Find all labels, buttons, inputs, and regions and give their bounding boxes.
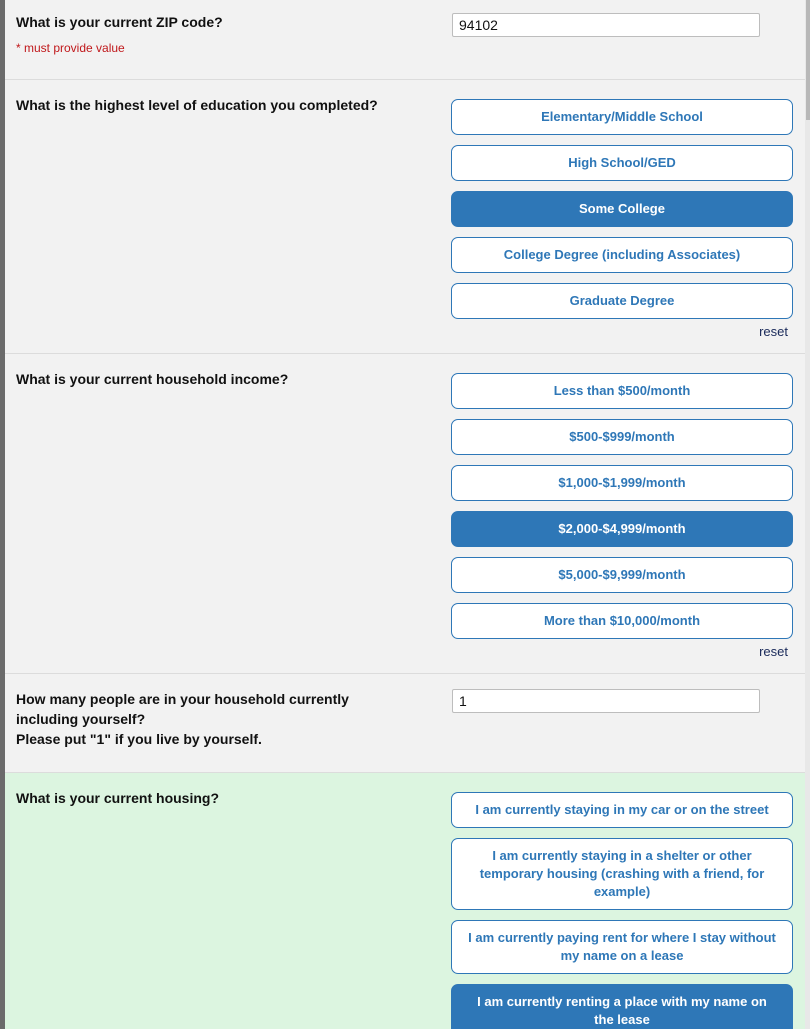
income-option-5000-9999[interactable]: $5,000-$9,999/month: [451, 557, 793, 593]
education-question: What is the highest level of education you completed?: [16, 97, 378, 113]
housing-section: [5, 773, 805, 1029]
income-option-1000-1999[interactable]: $1,000-$1,999/month: [451, 465, 793, 501]
education-option-elementary[interactable]: Elementary/Middle School: [451, 99, 793, 135]
income-question: What is your current household income?: [16, 371, 289, 387]
scrollbar-thumb[interactable]: [806, 0, 810, 120]
income-option-less-500[interactable]: Less than $500/month: [451, 373, 793, 409]
income-option-500-999[interactable]: $500-$999/month: [451, 419, 793, 455]
education-reset-link[interactable]: reset: [759, 324, 788, 339]
household-question-note: Please put "1" if you live by yourself.: [16, 731, 262, 747]
education-option-some-college[interactable]: Some College: [451, 191, 793, 227]
housing-option-car-street[interactable]: I am currently staying in my car or on the street: [451, 792, 793, 828]
education-section: [5, 80, 805, 354]
housing-option-rent-no-lease[interactable]: I am currently paying rent for where I stay without my name on a lease: [451, 920, 793, 974]
zip-question: What is your current ZIP code?: [16, 14, 223, 30]
household-size-input[interactable]: [452, 689, 760, 713]
zip-input[interactable]: [452, 13, 760, 37]
education-option-high-school[interactable]: High School/GED: [451, 145, 793, 181]
required-note: * must provide value: [16, 41, 125, 55]
housing-option-rent-with-lease[interactable]: I am currently renting a place with my name on the lease: [451, 984, 793, 1029]
income-option-2000-4999[interactable]: $2,000-$4,999/month: [451, 511, 793, 547]
household-question: How many people are in your household currently including yourself?: [16, 691, 349, 727]
scrollbar-track[interactable]: [805, 0, 810, 1029]
housing-option-shelter[interactable]: I am currently staying in a shelter or other temporary housing (crashing with a friend, for example): [451, 838, 793, 910]
education-option-college-degree[interactable]: College Degree (including Associates): [451, 237, 793, 273]
household-section: [5, 674, 805, 773]
housing-question: What is your current housing?: [16, 790, 220, 806]
income-reset-link[interactable]: reset: [759, 644, 788, 659]
education-option-graduate[interactable]: Graduate Degree: [451, 283, 793, 319]
income-section: [5, 354, 805, 674]
zip-section: [5, 0, 805, 80]
income-option-more-10000[interactable]: More than $10,000/month: [451, 603, 793, 639]
